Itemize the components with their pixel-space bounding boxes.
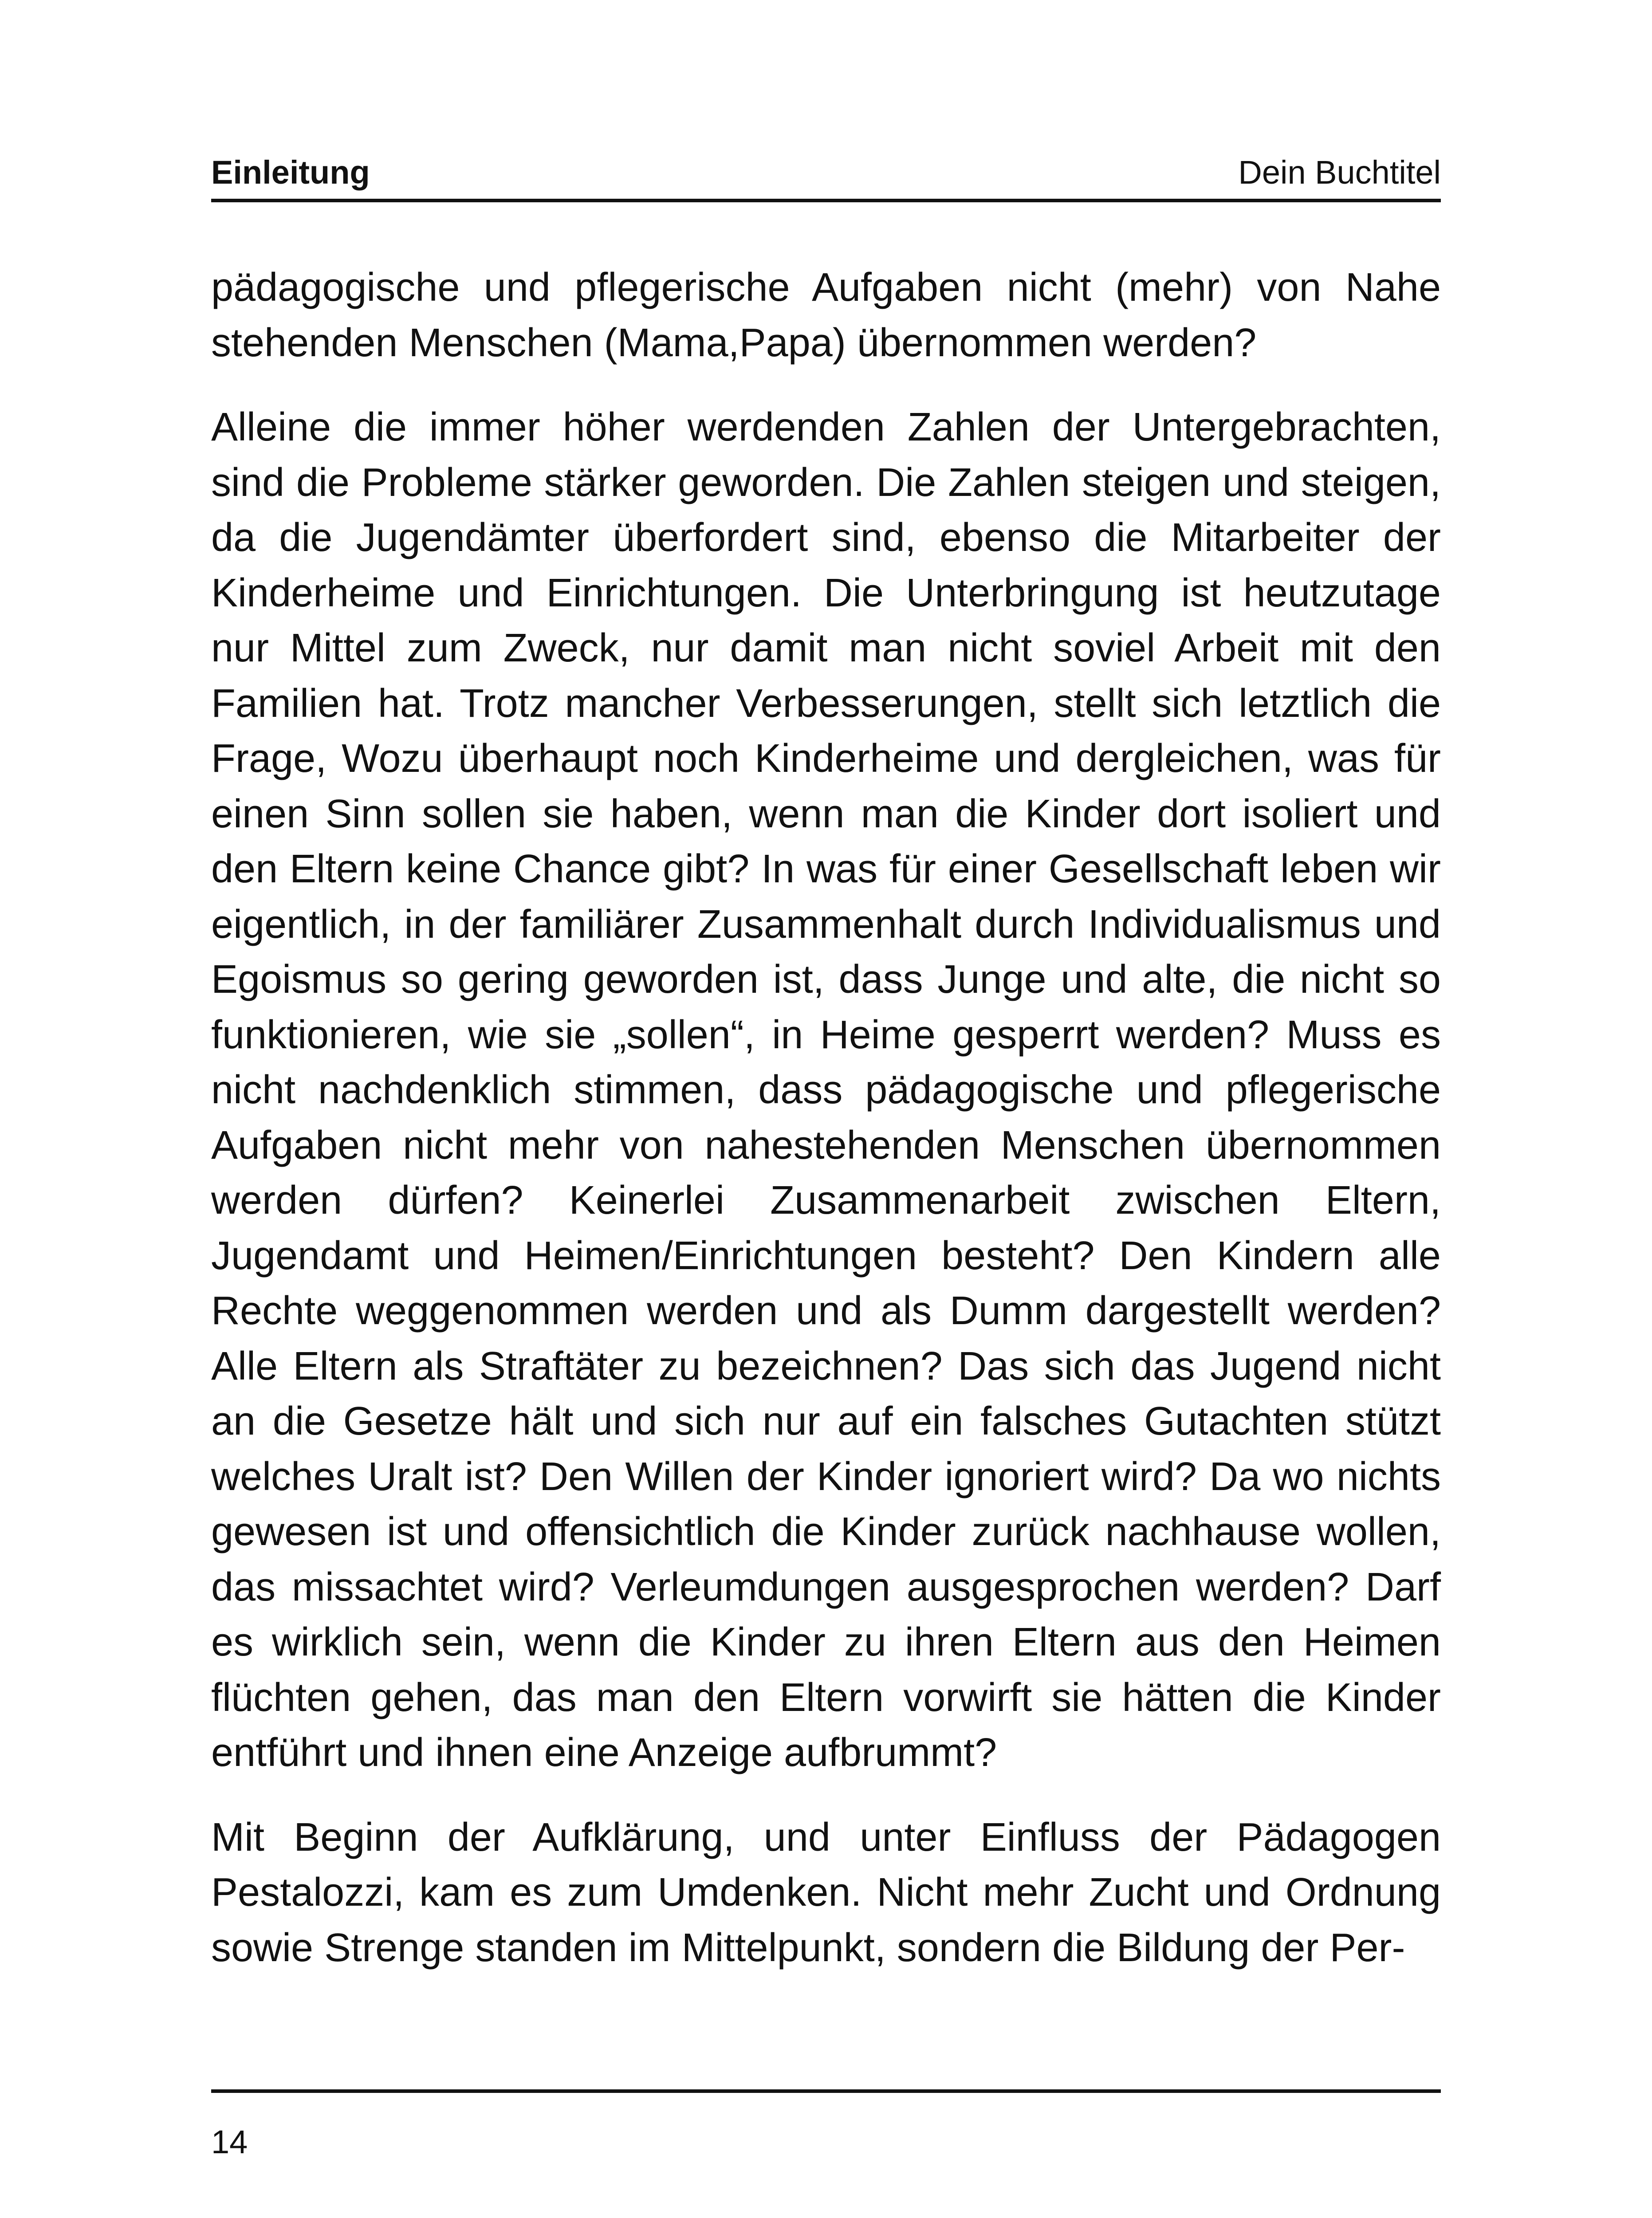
page-number: 14 — [211, 2124, 248, 2160]
paragraph: Alleine die immer höher werdenden Zahlen der Untergebrachten, sind die Probleme stärker geworden. Die Zahlen steigen und steigen, da die Jugendämter überfordert sind, ebenso die Mitarbeiter der Kinderheime und Einrichtungen. Die Unterbringung ist heutzutage nur Mittel zum Zweck, nur damit man nicht soviel Arbeit mit den Familien hat. Trotz mancher Verbesserungen, stellt sich letztlich die Frage, Wozu überhaupt noch Kinderheime und dergleichen, was für einen Sinn sollen sie haben, wenn man die Kinder dort isoliert und den Eltern keine Chance gibt? In was für einer Gesellschaft leben wir eigentlich, in der familiärer Zusammenhalt durch Individualismus und Egoismus so gering geworden ist, dass Junge und alte, die nicht so funktionieren, wie sie „sollen“, in Heime gesperrt werden? Muss es nicht nachdenklich stimmen, dass pädagogische und pflegerische Aufgaben nicht mehr von nahestehenden Menschen übernommen werden dürfen? Keinerlei Zusammenarbeit zwischen Eltern, Jugendamt und Heimen/Einrichtungen besteht? Den Kindern alle Rechte weggenommen werden und als Dumm dargestellt werden? Alle Eltern als Straftäter zu bezeichnen? Das sich das Jugend nicht an die Gesetze hält und sich nur auf ein falsches Gutachten stützt welches Uralt ist? Den Willen der Kinder ignoriert wird? Da wo nichts gewesen ist und offensichtlich die Kinder zurück nachhause wollen, das missachtet wird? Verleumdungen ausgesprochen werden? Darf es wirklich sein, wenn die Kinder zu ihren Eltern aus den Heimen flüchten gehen, das man den Eltern vorwirft sie hätten die Kinder entführt und ihnen eine Anzeige aufbrummt? — [211, 405, 1441, 1775]
body-text — [211, 260, 1441, 2005]
footer-divider — [211, 2089, 1441, 2093]
book-title: Dein Buchtitel — [1238, 154, 1441, 191]
running-header — [211, 154, 1441, 202]
paragraph: pädagogische und pflegerische Aufgaben nicht (mehr) von Nahe stehenden Menschen (Mama,Papa) übernommen werden? — [211, 265, 1441, 365]
paragraph: Mit Beginn der Aufklärung, und unter Einfluss der Pädagogen Pestalozzi, kam es zum Umdenken. Nicht mehr Zucht und Ordnung sowie Strenge standen im Mittelpunkt, sondern die Bildung der Per- — [211, 1815, 1441, 1970]
chapter-title: Einleitung — [211, 154, 370, 191]
